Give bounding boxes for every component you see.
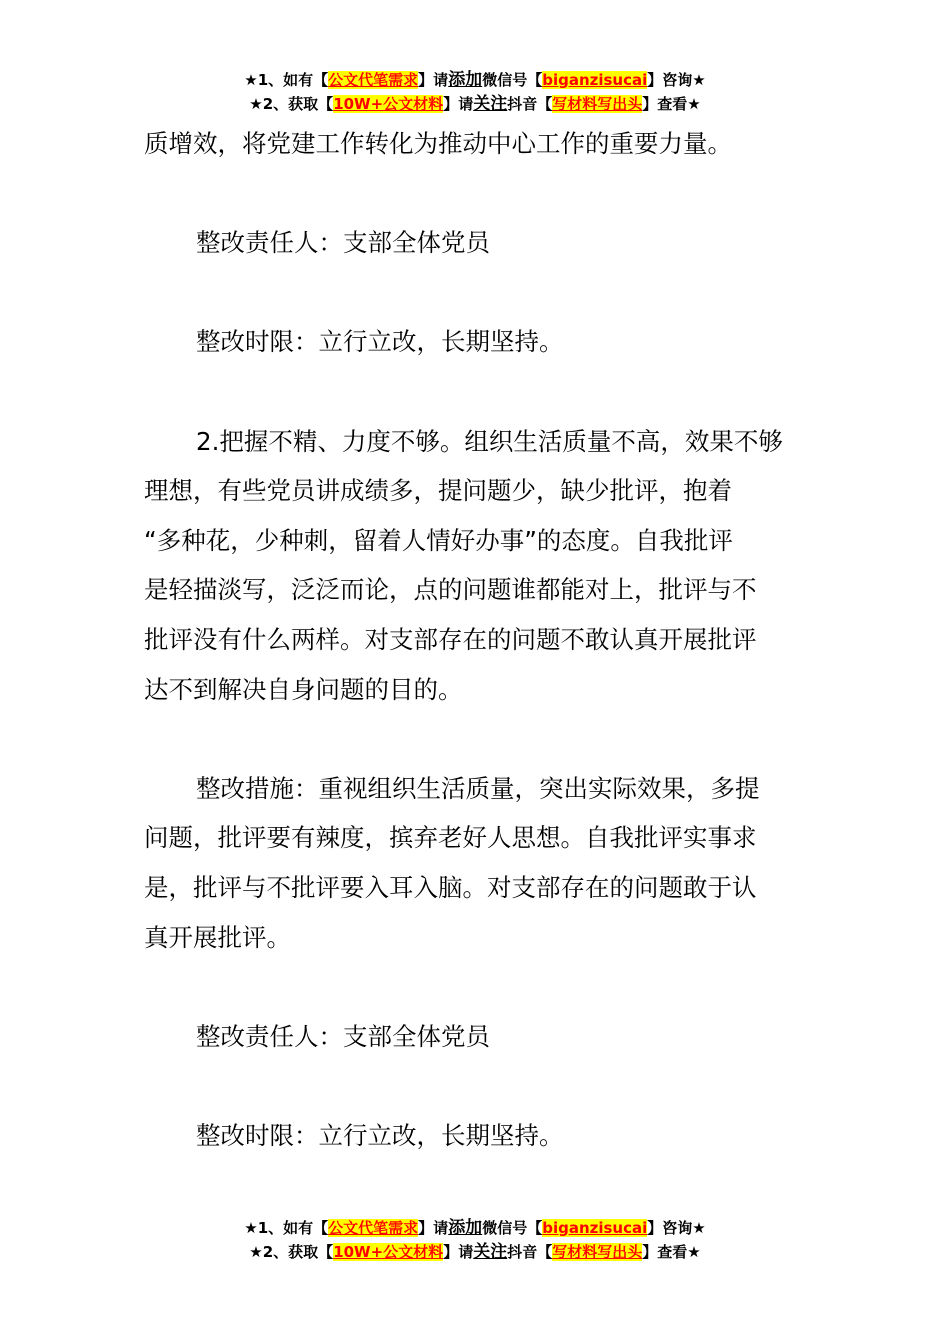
banner-douyin-id: 写材料写出头 <box>552 1243 643 1261</box>
paragraph-line: 达不到解决自身问题的目的。 <box>144 674 463 704</box>
banner-line-1 <box>0 68 950 92</box>
banner-text: ★1、如有【 <box>244 71 329 89</box>
paragraph-line: 理想，有些党员讲成绩多，提问题少，缺少批评，抱着 <box>144 476 732 506</box>
banner-underlined-text: 添加 <box>448 70 483 90</box>
banner-text: 】请 <box>443 1243 474 1261</box>
paragraph-line: 是，批评与不批评要入耳入脑。对支部存在的问题敢于认 <box>144 872 757 902</box>
banner-text: 】查看★ <box>642 1243 701 1261</box>
banner-text: 微信号【 <box>482 71 543 89</box>
deadline-2: 整改时限：立行立改，长期坚持。 <box>196 1120 564 1150</box>
banner-douyin-id: 写材料写出头 <box>552 95 643 113</box>
responsible-person-1: 整改责任人：支部全体党员 <box>196 228 490 258</box>
paragraph-continuation: 质增效，将党建工作转化为推动中心工作的重要力量。 <box>144 129 732 158</box>
banner-underlined-text: 添加 <box>448 1218 483 1238</box>
deadline-1: 整改时限：立行立改，长期坚持。 <box>196 327 564 357</box>
banner-underlined-text: 关注 <box>473 94 508 114</box>
banner-text: 】查看★ <box>642 95 701 113</box>
banner-text: 抖音【 <box>507 1243 553 1261</box>
banner-text: 微信号【 <box>482 1219 543 1237</box>
banner-text: ★2、获取【 <box>249 1243 334 1261</box>
paragraph-line: “多种花，少种刺，留着人情好办事”的态度。自我批评 <box>144 525 733 555</box>
banner-text: 】请 <box>418 71 449 89</box>
banner-text: ★1、如有【 <box>244 1219 329 1237</box>
paragraph-line: 2.把握不精、力度不够。组织生活质量不高，效果不够 <box>196 426 783 456</box>
banner-highlight: 公文代笔需求 <box>328 1219 419 1237</box>
header-banner <box>0 68 950 116</box>
footer-banner <box>0 1216 950 1264</box>
banner-text: 】请 <box>418 1219 449 1237</box>
paragraph-line: 问题，批评要有辣度，摈弃老好人思想。自我批评实事求 <box>144 823 757 853</box>
paragraph-line: 是轻描淡写，泛泛而论，点的问题谁都能对上，批评与不 <box>144 575 757 605</box>
banner-text: 】请 <box>443 95 474 113</box>
measures-2-paragraph <box>144 764 808 962</box>
document-body <box>144 119 808 1160</box>
banner-text: ★2、获取【 <box>249 95 334 113</box>
banner-highlight: 公文代笔需求 <box>328 71 419 89</box>
banner-text: 抖音【 <box>507 95 553 113</box>
banner-highlight: 10W+公文材料 <box>333 1243 444 1261</box>
banner-text: 】咨询★ <box>647 1219 706 1237</box>
banner-text: 】咨询★ <box>647 71 706 89</box>
responsible-person-2: 整改责任人：支部全体党员 <box>196 1021 490 1051</box>
banner-wechat-id: biganzisucai <box>542 1219 648 1237</box>
issue-2-paragraph <box>144 417 808 715</box>
banner-wechat-id: biganzisucai <box>542 71 648 89</box>
banner-line-2 <box>0 1240 950 1264</box>
paragraph-line: 整改措施：重视组织生活质量，突出实际效果，多提 <box>196 773 760 803</box>
banner-line-2 <box>0 92 950 116</box>
banner-line-1 <box>0 1216 950 1240</box>
paragraph-line: 批评没有什么两样。对支部存在的问题不敢认真开展批评 <box>144 624 757 654</box>
banner-underlined-text: 关注 <box>473 1242 508 1262</box>
banner-highlight: 10W+公文材料 <box>333 95 444 113</box>
paragraph-line: 真开展批评。 <box>144 922 291 952</box>
